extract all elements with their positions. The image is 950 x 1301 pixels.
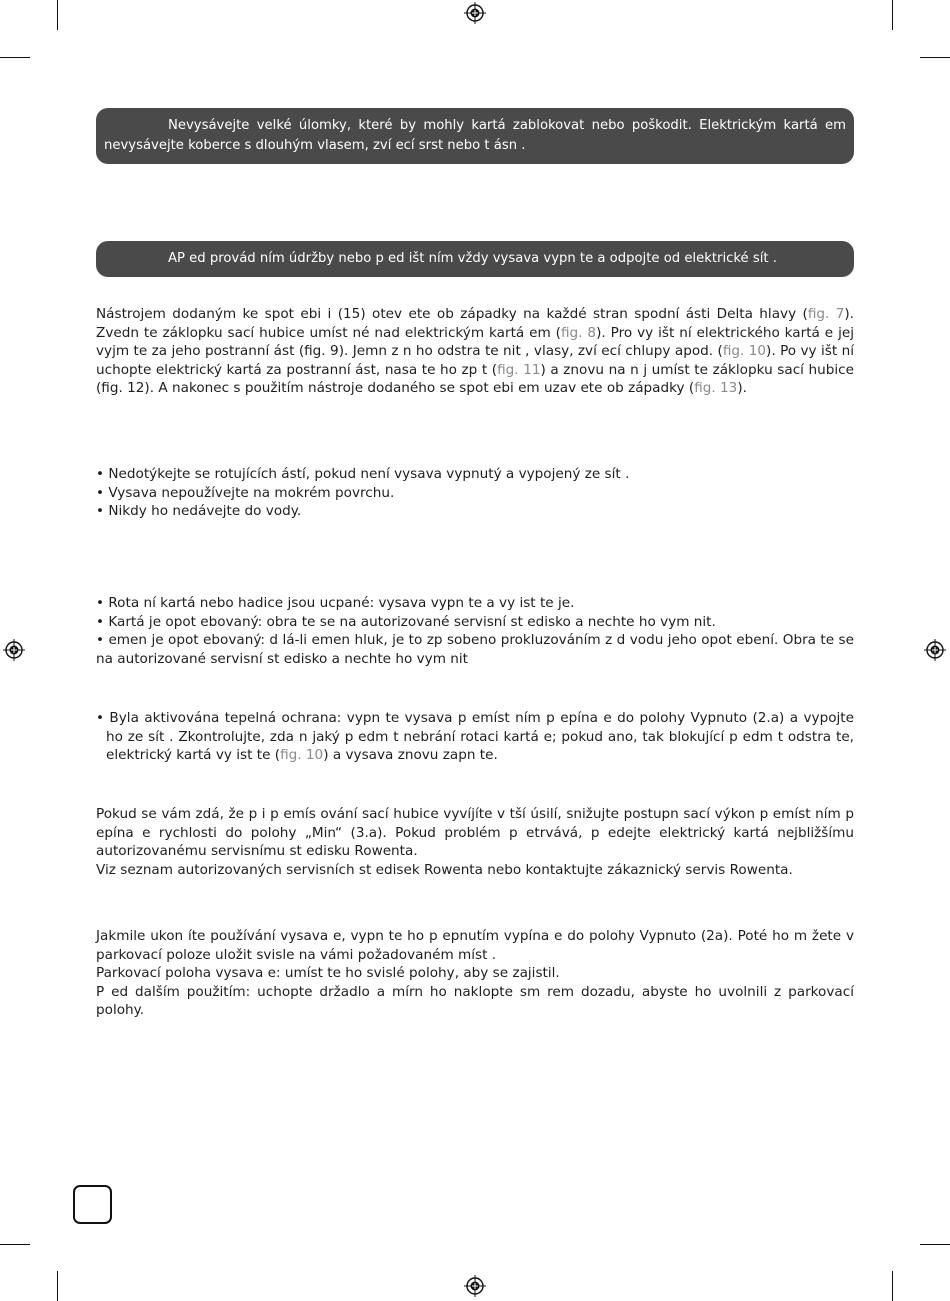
thermal-protection-item	[96, 709, 854, 765]
figure-reference: fig. 7	[807, 306, 845, 322]
text-run: ). Po vy išt ní uchopte elektrický kartá za postranní ást, nasa te ho zp t (	[96, 343, 854, 378]
crop-mark-icon	[920, 57, 950, 58]
registration-mark-icon	[464, 2, 486, 24]
brush-cleaning-instructions	[96, 305, 854, 398]
crop-mark-icon	[0, 1244, 30, 1245]
crop-mark-icon	[57, 1271, 58, 1301]
text-run: ). Zvedn te záklopku sací hubice umíst né nad elektrickým kartá em (	[96, 306, 854, 341]
warning-callout-text: Nevysávejte velké úlomky, které by mohly kartá zablokovat nebo poškodit. Elektrickým kartá em nevysávejte koberce s dlouhým vlasem, zví ecí srst nebo t ásn .	[104, 118, 846, 153]
crop-mark-icon	[892, 1271, 893, 1301]
crop-mark-icon	[920, 1244, 950, 1245]
paragraph-line: P ed dalším použitím: uchopte držadlo a mírn ho naklopte sm rem dozadu, abyste ho uvolnili z parkovací polohy.	[96, 983, 854, 1019]
warning-callout-unplug	[96, 241, 854, 277]
list-item: • Kartá je opot ebovaný: obra te se na autorizované servisní st edisko a nechte ho vym nit.	[96, 613, 716, 630]
paragraph-line: Parkovací poloha vysava e: umíst te ho svislé polohy, aby se zajistil.	[96, 965, 560, 982]
text-run: ) a vysava znovu zapn te.	[323, 747, 498, 764]
figure-reference: fig. 10	[722, 343, 767, 360]
list-item: • Vysava nepoužívejte na mokrém povrchu.	[96, 484, 395, 501]
registration-mark-icon	[3, 639, 25, 661]
list-item	[96, 709, 854, 765]
list-item: • Nikdy ho nedávejte do vody.	[96, 503, 302, 520]
figure-reference: fig. 10	[280, 747, 324, 764]
list-item: • Rota ní kartá nebo hadice jsou ucpané: vysava vypn te a vy ist te je.	[96, 595, 575, 611]
text-run: ). Pro vy išt ní elektrického kartá e jej vyjm te za jeho postranní ást (fig. 9). Jemn z n ho odstra te nit , vlasy, zví ecí chlupy apod. (	[96, 324, 855, 360]
text-run: Nástrojem dodaným ke spot ebi i (15) otev ete ob západky na každé stran spodní ásti Delta hlavy (	[96, 306, 808, 322]
crop-mark-icon	[892, 0, 893, 30]
suction-advice	[96, 805, 854, 879]
figure-reference: fig. 13	[694, 380, 738, 397]
cleaning-paragraph	[96, 305, 854, 398]
page-number-box	[73, 1185, 112, 1224]
text-run: ) a znovu na n j umíst te záklopku sací hubice (fig. 12). A nakonec s použitím nástroje dodaného se spot ebi em uzav ete ob západky (	[96, 361, 854, 397]
crop-mark-icon	[57, 0, 58, 30]
list-item: • Nedotýkejte se rotujících ástí, pokud není vysava vypnutý a vypojený ze sít .	[96, 466, 630, 482]
registration-mark-icon	[924, 639, 946, 661]
warning-callout-large-debris	[96, 108, 854, 164]
text-run: • Byla aktivována tepelná ochrana: vypn te vysava p emíst ním p epína e do polohy Vypnuto (2.a) a vypojte ho ze sít . Zkontrolujte, zda n jaký p edm t nebrání rotaci kartá e; pokud ano, tak blokující p edm t odstra te, elektrický kartá vy ist te (	[96, 710, 854, 764]
list-item: • emen je opot ebovaný: d lá-li emen hluk, je to zp sobeno prokluzováním z d vodu jeho opot ebení. Obra te se na autorizované servisní st edisko a nechte ho vym nit	[96, 632, 854, 667]
text-run: ).	[737, 380, 747, 397]
paragraph-line: Jakmile ukon íte používání vysava e, vypn te ho p epnutím vypína e do polohy Vypnuto (2a). Poté ho m žete v parkovací poloze uložit svisle na vámi požadovaném míst .	[96, 928, 854, 963]
paragraph-line: Viz seznam autorizovaných servisních st edisek Rowenta nebo kontaktujte zákaznický servis Rowenta.	[96, 861, 793, 878]
storage-instructions	[96, 927, 854, 1020]
safety-list	[96, 465, 854, 521]
warning-callout-text: AP ed provád ním údržby nebo p ed išt ním vždy vysava vypn te a odpojte od elektrické sít .	[168, 251, 777, 266]
registration-mark-icon	[464, 1275, 486, 1297]
paragraph-line: Pokud se vám zdá, že p i p emís ování sací hubice vyvíjíte v tší úsilí, snižujte postupn sací výkon p emíst ním p epína e rychlosti do polohy „Min“ (3.a). Pokud problém p etrvává, p edejte elektrický kartá nejbližšímu autorizovanému servisnímu st edisku Rowenta.	[96, 806, 854, 860]
crop-mark-icon	[0, 57, 30, 58]
figure-reference: fig. 8	[560, 324, 597, 341]
figure-reference: fig. 11	[497, 361, 541, 378]
troubleshooting-list	[96, 594, 854, 668]
